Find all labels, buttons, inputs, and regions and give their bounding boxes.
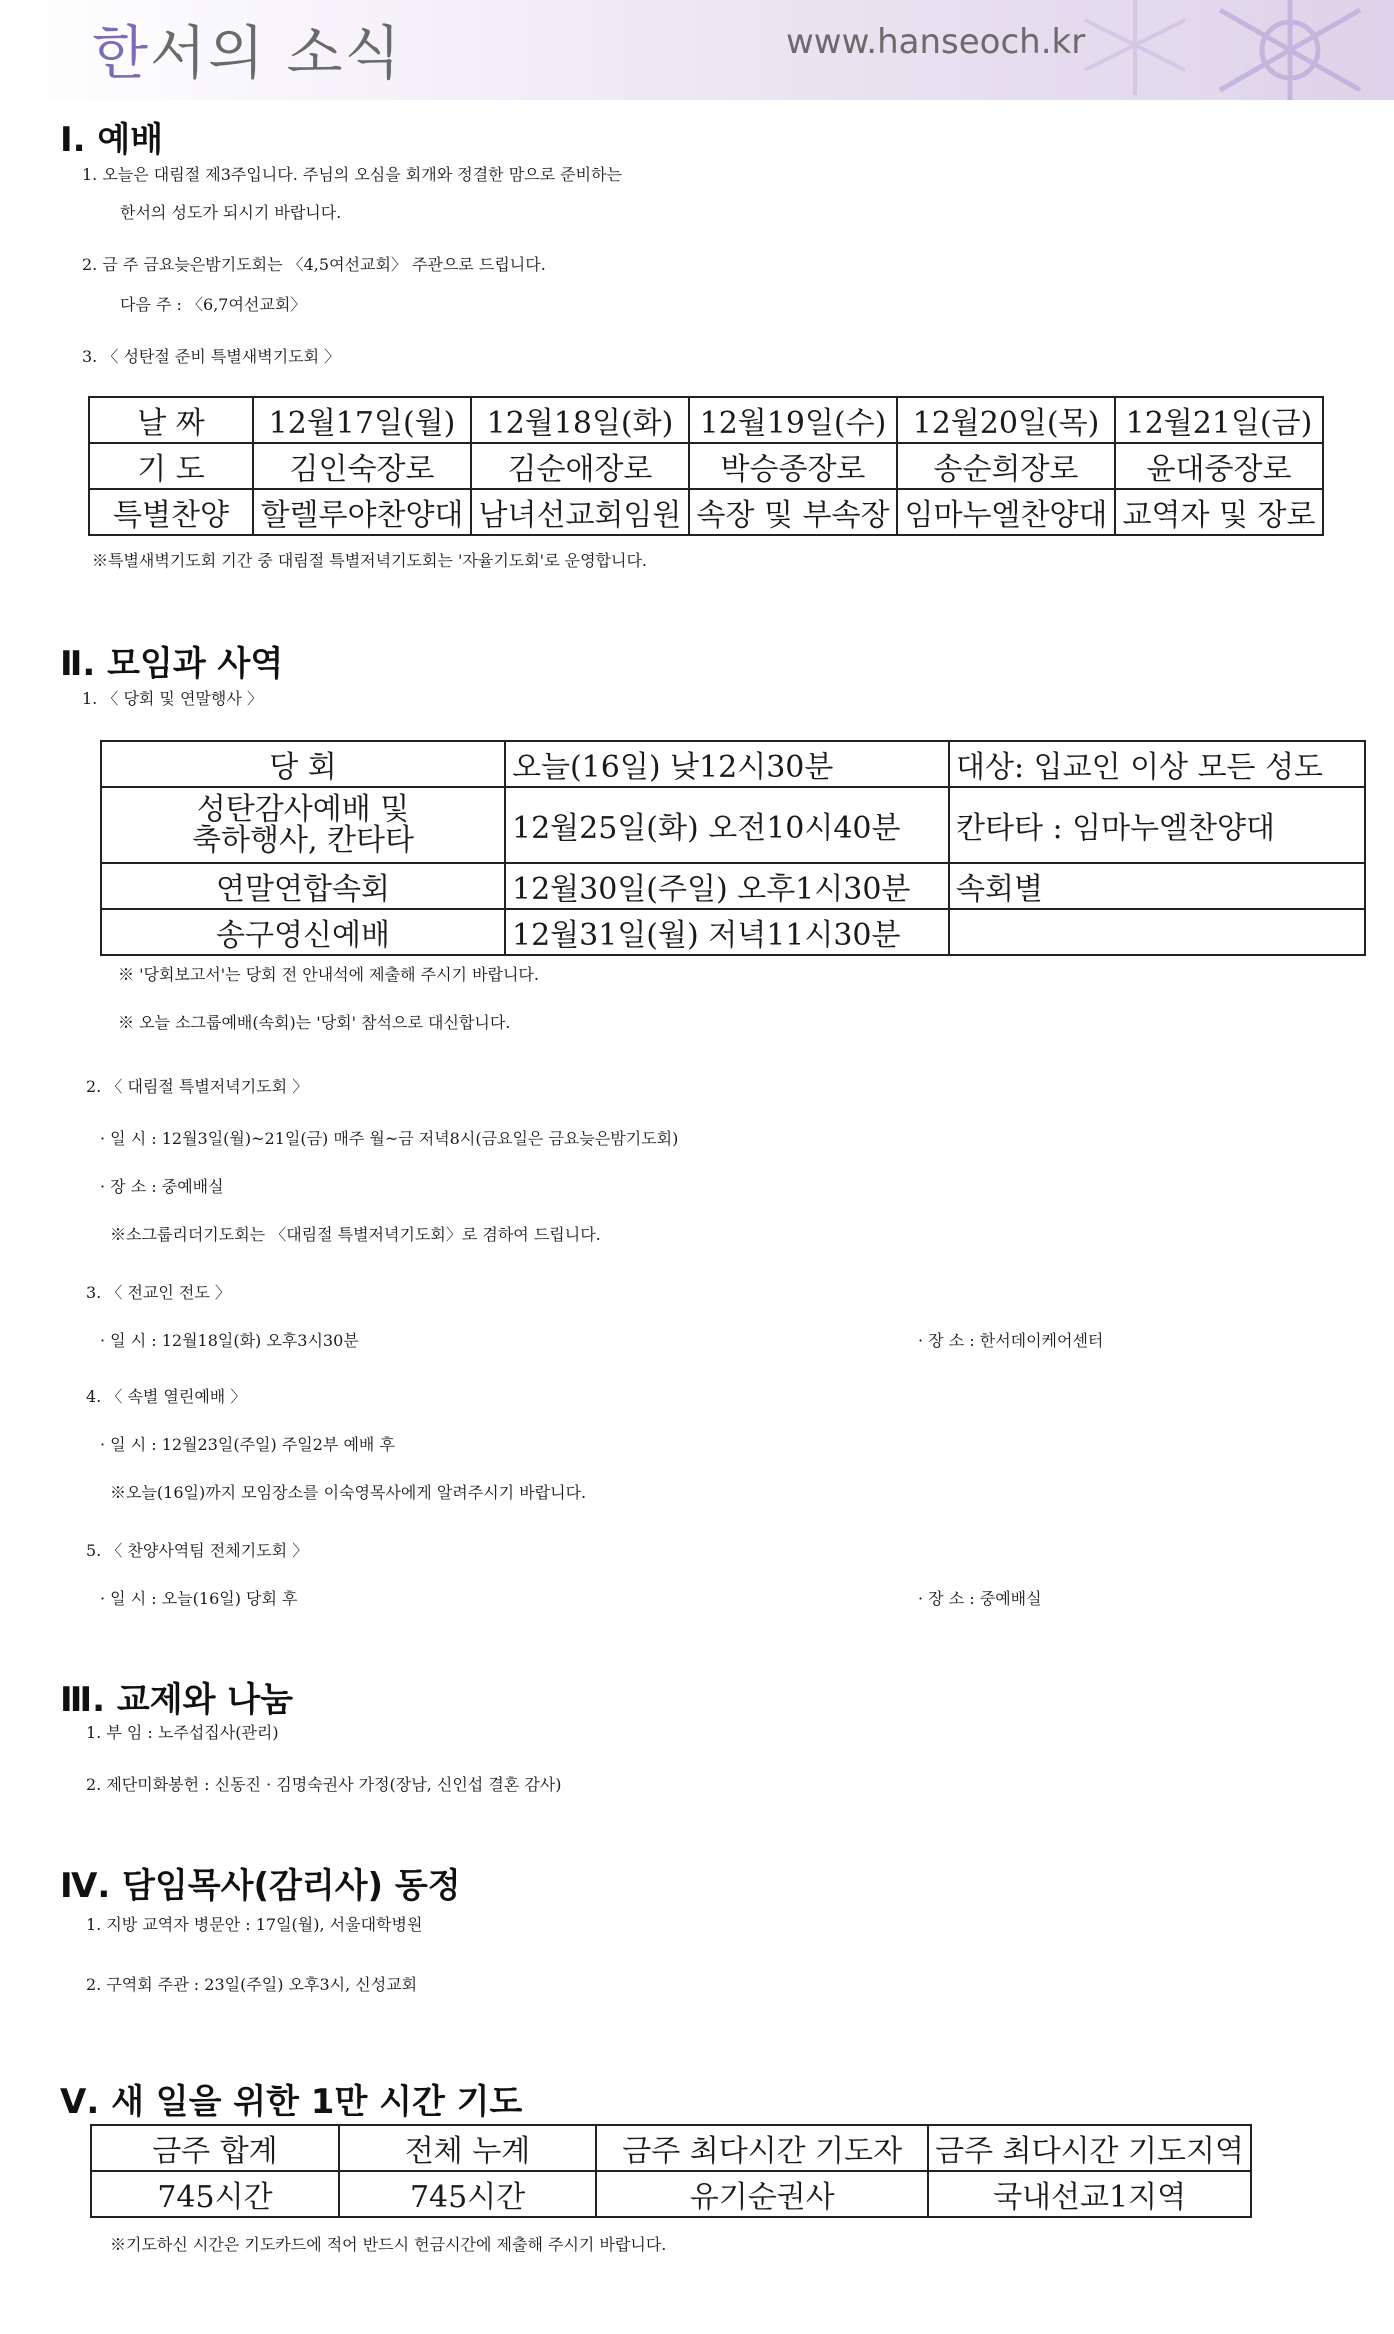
table-cell: 교역자 및 장로 bbox=[1115, 489, 1323, 535]
table-cell: 날 짜 bbox=[89, 397, 253, 443]
table-cell: 유기순권사 bbox=[596, 2171, 928, 2217]
worship-item-1-line-2: 한서의 성도가 되시기 바랍니다. bbox=[120, 203, 342, 222]
table-cell: 특별찬양 bbox=[89, 489, 253, 535]
table-cell: 윤대중장로 bbox=[1115, 443, 1323, 489]
table-cell: 12월19일(수) bbox=[689, 397, 897, 443]
table-cell: 전체 누계 bbox=[339, 2125, 596, 2171]
meetings-item-3-time: · 일 시 : 12월18일(화) 오후3시30분 bbox=[100, 1331, 359, 1350]
pastor-news-item-1: 1. 지방 교역자 병문안 : 17일(월), 서울대학병원 bbox=[86, 1915, 423, 1934]
worship-item-3-title: 3. 〈 성탄절 준비 특별새벽기도회 〉 bbox=[82, 347, 341, 366]
worship-item-2-line-2: 다음 주 : 〈6,7여선교회〉 bbox=[120, 295, 307, 314]
meetings-item-3-title: 3. 〈 전교인 전도 〉 bbox=[86, 1283, 231, 1302]
meetings-item-2-title: 2. 〈 대림절 특별저녁기도회 〉 bbox=[86, 1077, 309, 1096]
table-cell: 12월20일(목) bbox=[897, 397, 1115, 443]
section-heading-prayer-hours: Ⅴ. 새 일을 위한 1만 시간 기도 bbox=[60, 2082, 523, 2122]
section-heading-worship: Ⅰ. 예배 bbox=[60, 120, 164, 160]
table-cell: 속회별 bbox=[949, 863, 1365, 909]
table-cell: 금주 최다시간 기도자 bbox=[596, 2125, 928, 2171]
bulletin-title: 한서의 소식 bbox=[92, 19, 403, 87]
meetings-item-4-note: ※오늘(16일)까지 모임장소를 이숙영목사에게 알려주시기 바랍니다. bbox=[110, 1483, 587, 1502]
year-end-events-table bbox=[100, 740, 1366, 956]
table-cell: 할렐루야찬양대 bbox=[253, 489, 471, 535]
table-cell: 송순희장로 bbox=[897, 443, 1115, 489]
site-url: www.hanseoch.kr bbox=[786, 22, 1086, 62]
meetings-item-3-place: · 장 소 : 한서데이케어센터 bbox=[918, 1331, 1104, 1350]
table-cell: 임마누엘찬양대 bbox=[897, 489, 1115, 535]
table-cell: 12월25일(화) 오전10시40분 bbox=[505, 787, 949, 863]
table-cell bbox=[949, 909, 1365, 955]
meetings-item-5-place: · 장 소 : 중예배실 bbox=[918, 1589, 1042, 1608]
small-group-note: ※ 오늘 소그룹예배(속회)는 '당회' 참석으로 대신합니다. bbox=[118, 1013, 511, 1032]
table-cell: 송구영신예배 bbox=[101, 909, 505, 955]
table-cell: 12월21일(금) bbox=[1115, 397, 1323, 443]
table-cell: 금주 최다시간 기도지역 bbox=[928, 2125, 1251, 2171]
dawn-prayer-note: ※특별새벽기도회 기간 중 대림절 특별저녁기도회는 '자율기도회'로 운영합니다. bbox=[92, 551, 647, 570]
section-heading-meetings: Ⅱ. 모임과 사역 bbox=[60, 644, 284, 684]
table-cell: 김인숙장로 bbox=[253, 443, 471, 489]
worship-item-2-line-1: 2. 금 주 금요늦은밤기도회는 〈4,5여선교회〉 주관으로 드립니다. bbox=[82, 255, 546, 274]
meetings-item-2-time: · 일 시 : 12월3일(월)~21일(금) 매주 월~금 저녁8시(금요일은 금요늦은밤기도회) bbox=[100, 1129, 679, 1148]
meetings-item-2-note: ※소그룹리더기도회는 〈대림절 특별저녁기도회〉로 겸하여 드립니다. bbox=[110, 1225, 601, 1244]
header-banner bbox=[0, 0, 1394, 100]
prayer-card-note: ※기도하신 시간은 기도카드에 적어 반드시 헌금시간에 제출해 주시기 바랍니다. bbox=[110, 2235, 667, 2254]
worship-item-1-line-1: 1. 오늘은 대림절 제3주입니다. 주님의 오심을 회개와 정결한 맘으로 준비하는 bbox=[82, 165, 622, 184]
table-cell: 속장 및 부속장 bbox=[689, 489, 897, 535]
table-cell: 745시간 bbox=[91, 2171, 339, 2217]
meetings-item-2-place: · 장 소 : 중예배실 bbox=[100, 1177, 224, 1196]
meetings-item-5-time: · 일 시 : 오늘(16일) 당회 후 bbox=[100, 1589, 298, 1608]
table-cell: 대상: 입교인 이상 모든 성도 bbox=[949, 741, 1365, 787]
table-cell: 금주 합계 bbox=[91, 2125, 339, 2171]
table-cell: 남녀선교회임원 bbox=[471, 489, 689, 535]
meetings-item-1-title: 1. 〈 당회 및 연말행사 〉 bbox=[82, 689, 263, 708]
table-cell: 오늘(16일) 낮12시30분 bbox=[505, 741, 949, 787]
meetings-item-4-time: · 일 시 : 12월23일(주일) 주일2부 예배 후 bbox=[100, 1435, 395, 1454]
meetings-item-5-title: 5. 〈 찬양사역팀 전체기도회 〉 bbox=[86, 1541, 309, 1560]
table-cell: 당 회 bbox=[101, 741, 505, 787]
pastor-news-item-2: 2. 구역회 주관 : 23일(주일) 오후3시, 신성교회 bbox=[86, 1975, 418, 1994]
board-report-note: ※ '당회보고서'는 당회 전 안내석에 제출해 주시기 바랍니다. bbox=[118, 965, 539, 984]
table-cell bbox=[101, 787, 505, 863]
table-cell: 기 도 bbox=[89, 443, 253, 489]
table-cell: 12월17일(월) bbox=[253, 397, 471, 443]
dawn-prayer-table bbox=[88, 396, 1324, 536]
section-heading-pastor-news: Ⅳ. 담임목사(감리사) 동정 bbox=[60, 1866, 461, 1906]
fellowship-item-2: 2. 제단미화봉헌 : 신동진 · 김명숙권사 가정(장남, 신인섭 결혼 감사) bbox=[86, 1775, 562, 1794]
table-cell-line: 축하행사, 칸타타 bbox=[192, 823, 414, 858]
table-cell-line: 성탄감사예배 및 bbox=[196, 791, 410, 827]
table-cell: 연말연합속회 bbox=[101, 863, 505, 909]
fellowship-item-1: 1. 부 임 : 노주섭집사(관리) bbox=[86, 1723, 279, 1742]
table-cell: 국내선교1지역 bbox=[928, 2171, 1251, 2217]
table-cell: 12월30일(주일) 오후1시30분 bbox=[505, 863, 949, 909]
meetings-item-4-title: 4. 〈 속별 열린예배 〉 bbox=[86, 1387, 247, 1406]
table-cell: 박승종장로 bbox=[689, 443, 897, 489]
prayer-hours-table bbox=[90, 2124, 1252, 2218]
table-cell: 12월31일(월) 저녁11시30분 bbox=[505, 909, 949, 955]
table-cell: 745시간 bbox=[339, 2171, 596, 2217]
table-cell: 칸타타 : 임마누엘찬양대 bbox=[949, 787, 1365, 863]
section-heading-fellowship: Ⅲ. 교제와 나눔 bbox=[60, 1680, 293, 1720]
table-cell: 12월18일(화) bbox=[471, 397, 689, 443]
table-cell: 김순애장로 bbox=[471, 443, 689, 489]
